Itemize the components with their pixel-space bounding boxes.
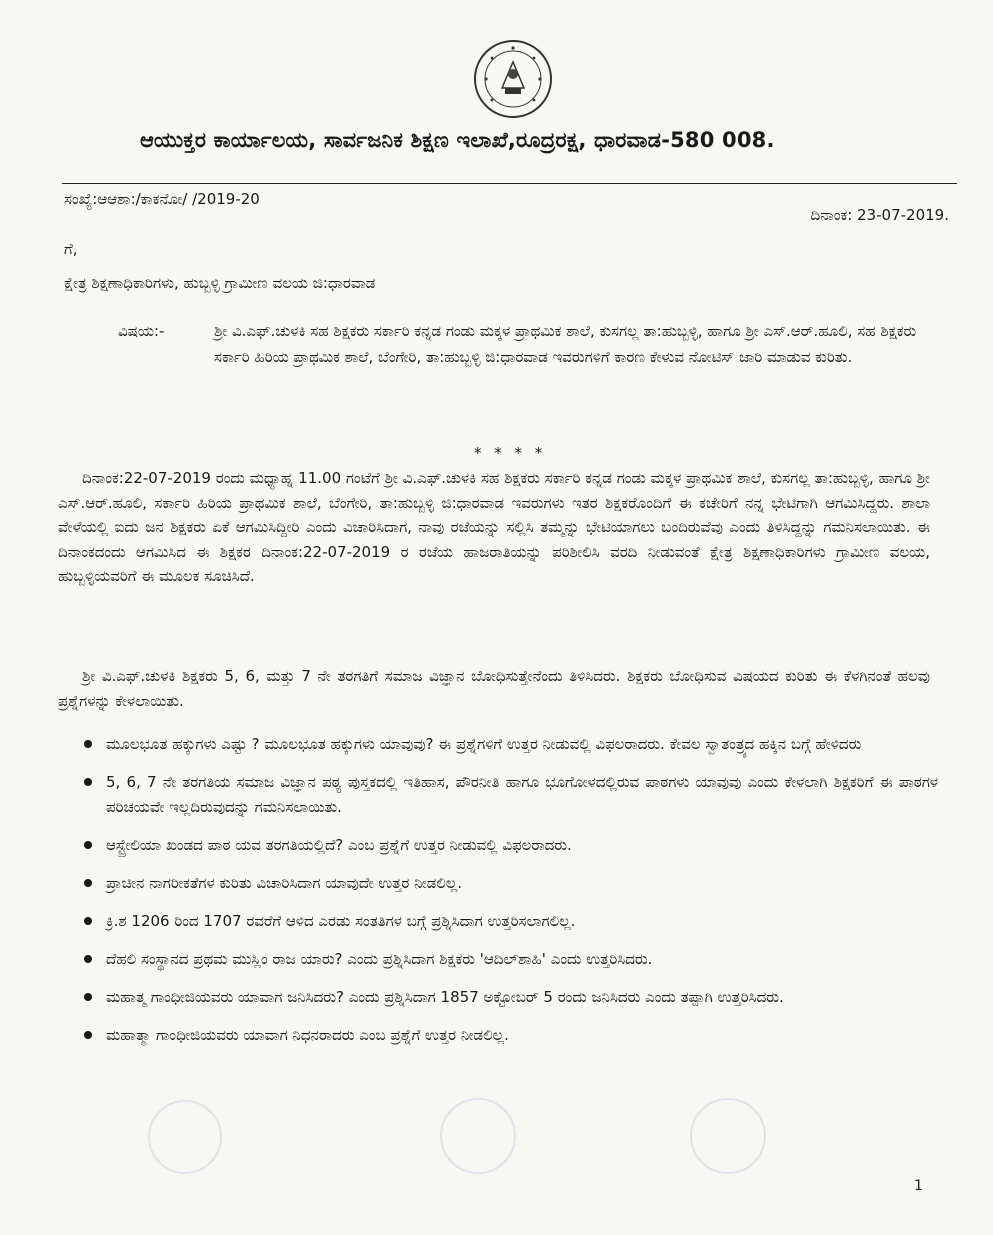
government-emblem-icon (472, 38, 554, 120)
addressee-prefix: ಗೆ, (64, 240, 78, 258)
list-item-text: ಆಸ್ಟ್ರೇಲಿಯಾ ಖಂಡದ ಪಾಠ ಯವ ತರಗತಿಯಲ್ಲಿದೆ? ಎಂಬ ಪ್ರಶ್ನೆಗೆ ಉತ್ತರ ನೀಡುವಲ್ಲಿ ವಿಫಲರಾದರು. (106, 836, 572, 854)
list-item (58, 732, 938, 757)
body-paragraph: ಶ್ರೀ ವಿ.ಎಫ್.ಚುಳಕಿ ಶಿಕ್ಷಕರು 5, 6, ಮತ್ತು 7 ನೇ ತರಗತಿಗೆ ಸಮಾಜ ವಿಜ್ಞಾನ ಬೋಧಿಸುತ್ತೇನೆಂದು ತಿಳಿಸಿದರು. ಶಿಕ್ಷಕರು ಬೋಧಿಸುವ ವಿಷಯದ ಕುರಿತು ಈ ಕೆಳಗಿನಂತೆ ಹಲವು ಪ್ರಶ್ನೆಗಳನ್ನು ಕೇಳಲಾಯಿತು. (58, 667, 930, 710)
office-title: ಆಯುಕ್ತರ ಕಾರ್ಯಾಲಯ, ಸಾರ್ವಜನಿಕ ಶಿಕ್ಷಣ ಇಲಾಖೆ,ರೂದ್ರರಕ್ಷ, ಧಾರವಾಡ-580 008. (140, 128, 775, 152)
list-item-text: ಮಹಾತ್ಮಾ ಗಾಂಧೀಜಿಯವರು ಯಾವಾಗ ನಿಧನರಾದರು ಎಂಬ ಪ್ರಶ್ನೆಗೆ ಉತ್ತರ ನೀಡಲಿಲ್ಲ. (106, 1026, 509, 1044)
list-item-text: ಕ್ರಿ.ಶ 1206 ರಿಂದ 1707 ರವರೆಗೆ ಆಳಿದ ಎರಡು ಸಂತತಿಗಳ ಬಗ್ಗೆ ಪ್ರಶ್ನಿಸಿದಾಗ ಉತ್ತರಿಸಲಾಗಲಿಲ್ಲ. (106, 912, 576, 930)
section-separator: * * * * (474, 444, 547, 462)
list-item (58, 909, 938, 934)
bullet-icon (84, 740, 92, 748)
list-item (58, 833, 938, 858)
bullet-icon (84, 993, 92, 1001)
subject-label: ವಿಷಯ:- (118, 322, 165, 340)
list-item-text: 5, 6, 7 ನೇ ತರಗತಿಯ ಸಮಾಜ ವಿಜ್ಞಾನ ಪಠ್ಯ ಪುಸ್ತಕದಲ್ಲಿ ಇತಿಹಾಸ, ಪೌರನೀತಿ ಹಾಗೂ ಭೂಗೋಳದಲ್ಲಿರುವ ಪಾಠಗಳು ಯಾವುವು ಎಂದು ಕೇಳಲಾಗಿ ಶಿಕ್ಷಕರಿಗೆ ಈ ಪಾಠಗಳ ಪರಿಚಯವೇ ಇಲ್ಲದಿರುವುದನ್ನು ಗಮನಿಸಲಾಯಿತು. (106, 773, 938, 816)
list-item-text: ದೆಹಲಿ ಸಂಸ್ಥಾನದ ಪ್ರಥಮ ಮುಸ್ಲಿಂ ರಾಜ ಯಾರು? ಎಂದು ಪ್ರಶ್ನಿಸಿದಾಗ ಶಿಕ್ಷಕರು 'ಆದಿಲ್‌ಶಾಹಿ' ಎಂದು ಉತ್ತರಿಸಿದರು. (106, 950, 653, 968)
bullet-icon (84, 778, 92, 786)
bullet-icon (84, 917, 92, 925)
list-item-text: ಪ್ರಾಚೀನ ನಾಗರೀಕತೆಗಳ ಕುರಿತು ವಿಚಾರಿಸಿದಾಗ ಯಾವುದೇ ಉತ್ತರ ನೀಡಲಿಲ್ಲ. (106, 874, 463, 892)
header-divider (62, 183, 957, 184)
list-item (58, 871, 938, 896)
question-list (58, 732, 938, 1061)
list-item (58, 770, 938, 820)
bullet-icon (84, 1031, 92, 1039)
list-item (58, 985, 938, 1010)
reference-number: ಸಂಖ್ಯೆ:ಆಆಶಾ:/ಕಾಕನೋ/ /2019-20 (64, 190, 260, 208)
subject-block (118, 318, 918, 370)
letter-date: ದಿನಾಂಕ: 23-07-2019. (810, 206, 949, 224)
body-paragraph: ದಿನಾಂಕ:22-07-2019 ರಂದು ಮಧ್ಯಾಹ್ನ 11.00 ಗಂಟೆಗೆ ಶ್ರೀ ವಿ.ಎಫ್.ಚುಳಕಿ ಸಹ ಶಿಕ್ಷಕರು ಸರ್ಕಾರಿ ಕನ್ನಡ ಗಂಡು ಮಕ್ಕಳ ಪ್ರಾಥಮಿಕ ಶಾಲೆ, ಕುಸಗಲ್ಲ ತಾ:ಹುಬ್ಬಳ್ಳಿ, ಹಾಗೂ ಶ್ರೀ ಎಸ್.ಆರ್.ಹೂಲಿ, ಸರ್ಕಾರಿ ಹಿರಿಯ ಪ್ರಾಥಮಿಕ ಶಾಲೆ, ಬೆಂಗೇರಿ, ತಾ:ಹುಬ್ಬಳ್ಳಿ ಜಿ:ಧಾರವಾಡ ಇವರುಗಳು ಇತರ ಶಿಕ್ಷಕರೊಂದಿಗೆ ಈ ಕಚೇರಿಗೆ ನನ್ನ ಭೇಟಿಗಾಗಿ ಆಗಮಿಸಿದ್ದರು. ಶಾಲಾ ವೇಳೆಯಲ್ಲಿ ಐದು ಜನ ಶಿಕ್ಷಕರು ಏಕೆ ಆಗಮಿಸಿದ್ದೀರಿ ಎಂದು ವಿಚಾರಿಸಿದಾಗ, ನಾವು ರಜೆಯನ್ನು ಸಲ್ಲಿಸಿ ತಮ್ಮನ್ನು ಭೇಟಿಯಾಗಲು ಬಂದಿರುವೆವು ಎಂದು ತಿಳಿಸಿದ್ದನ್ನು ಗಮನಿಸಲಾಯಿತು. ಈ ದಿನಾಂಕದಂದು ಆಗಮಿಸಿದ ಈ ಶಿಕ್ಷಕರ ದಿನಾಂಕ:22-07-2019 ರ ರಜೆಯ ಹಾಜರಾತಿಯನ್ನು ಪರಿಶೀಲಿಸಿ ವರದಿ ನೀಡುವಂತೆ ಕ್ಷೇತ್ರ ಶಿಕ್ಷಣಾಧಿಕಾರಿಗಳು ಗ್ರಾಮೀಣ ವಲಯ, ಹುಬ್ಬಳ್ಳಿಯವರಿಗೆ ಈ ಮೂಲಕ ಸೂಚಿಸಿದೆ. (58, 469, 930, 585)
faint-stamp-mark (148, 1100, 222, 1174)
list-item (58, 1023, 938, 1048)
list-item-text: ಮೂಲಭೂತ ಹಕ್ಕುಗಳು ಎಷ್ಟು ? ಮೂಲಭೂತ ಹಕ್ಕುಗಳು ಯಾವುವು? ಈ ಪ್ರಶ್ನೆಗಳಿಗೆ ಉತ್ತರ ನೀಡುವಲ್ಲಿ ವಿಫಲರಾದರು. ಕೇವಲ ಸ್ವಾತಂತ್ರ್ಯದ ಹಕ್ಕಿನ ಬಗ್ಗೆ ಹೇಳಿದರು (106, 735, 862, 753)
list-item-text: ಮಹಾತ್ಮ ಗಾಂಧೀಜಿಯವರು ಯಾವಾಗ ಜನಿಸಿದರು? ಎಂದು ಪ್ರಶ್ನಿಸಿದಾಗ 1857 ಅಕ್ಟೋಬರ್ 5 ರಂದು ಜನಿಸಿದರು ಎಂದು ತಪ್ಪಾಗಿ ಉತ್ತರಿಸಿದರು. (106, 988, 784, 1006)
bullet-icon (84, 879, 92, 887)
subject-text: ಶ್ರೀ ವಿ.ಎಫ್.ಚುಳಕಿ ಸಹ ಶಿಕ್ಷಕರು ಸರ್ಕಾರಿ ಕನ್ನಡ ಗಂಡು ಮಕ್ಕಳ ಪ್ರಾಥಮಿಕ ಶಾಲೆ, ಕುಸಗಲ್ಲ ತಾ:ಹುಬ್ಬಳ್ಳಿ, ಹಾಗೂ ಶ್ರೀ ಎಸ್.ಆರ್.ಹೂಲಿ, ಸಹ ಶಿಕ್ಷಕರು ಸರ್ಕಾರಿ ಹಿರಿಯ ಪ್ರಾಥಮಿಕ ಶಾಲೆ, ಬೆಂಗೇರಿ, ತಾ:ಹುಬ್ಬಳ್ಳಿ ಜಿ:ಧಾರವಾಡ ಇವರುಗಳಿಗೆ ಕಾರಣ ಕೇಳುವ ನೋಟಿಸ್ ಜಾರಿ ಮಾಡುವ ಕುರಿತು. (214, 322, 917, 366)
page-number: 1 (914, 1178, 923, 1194)
bullet-icon (84, 841, 92, 849)
faint-stamp-mark (690, 1098, 766, 1174)
list-item (58, 947, 938, 972)
recipient: ಕ್ಷೇತ್ರ ಶಿಕ್ಷಣಾಧಿಕಾರಿಗಳು, ಹುಬ್ಬಳ್ಳಿ ಗ್ರಾಮೀಣ ವಲಯ ಜಿ:ಧಾರವಾಡ (64, 274, 376, 292)
bullet-icon (84, 955, 92, 963)
faint-stamp-mark (440, 1098, 516, 1174)
